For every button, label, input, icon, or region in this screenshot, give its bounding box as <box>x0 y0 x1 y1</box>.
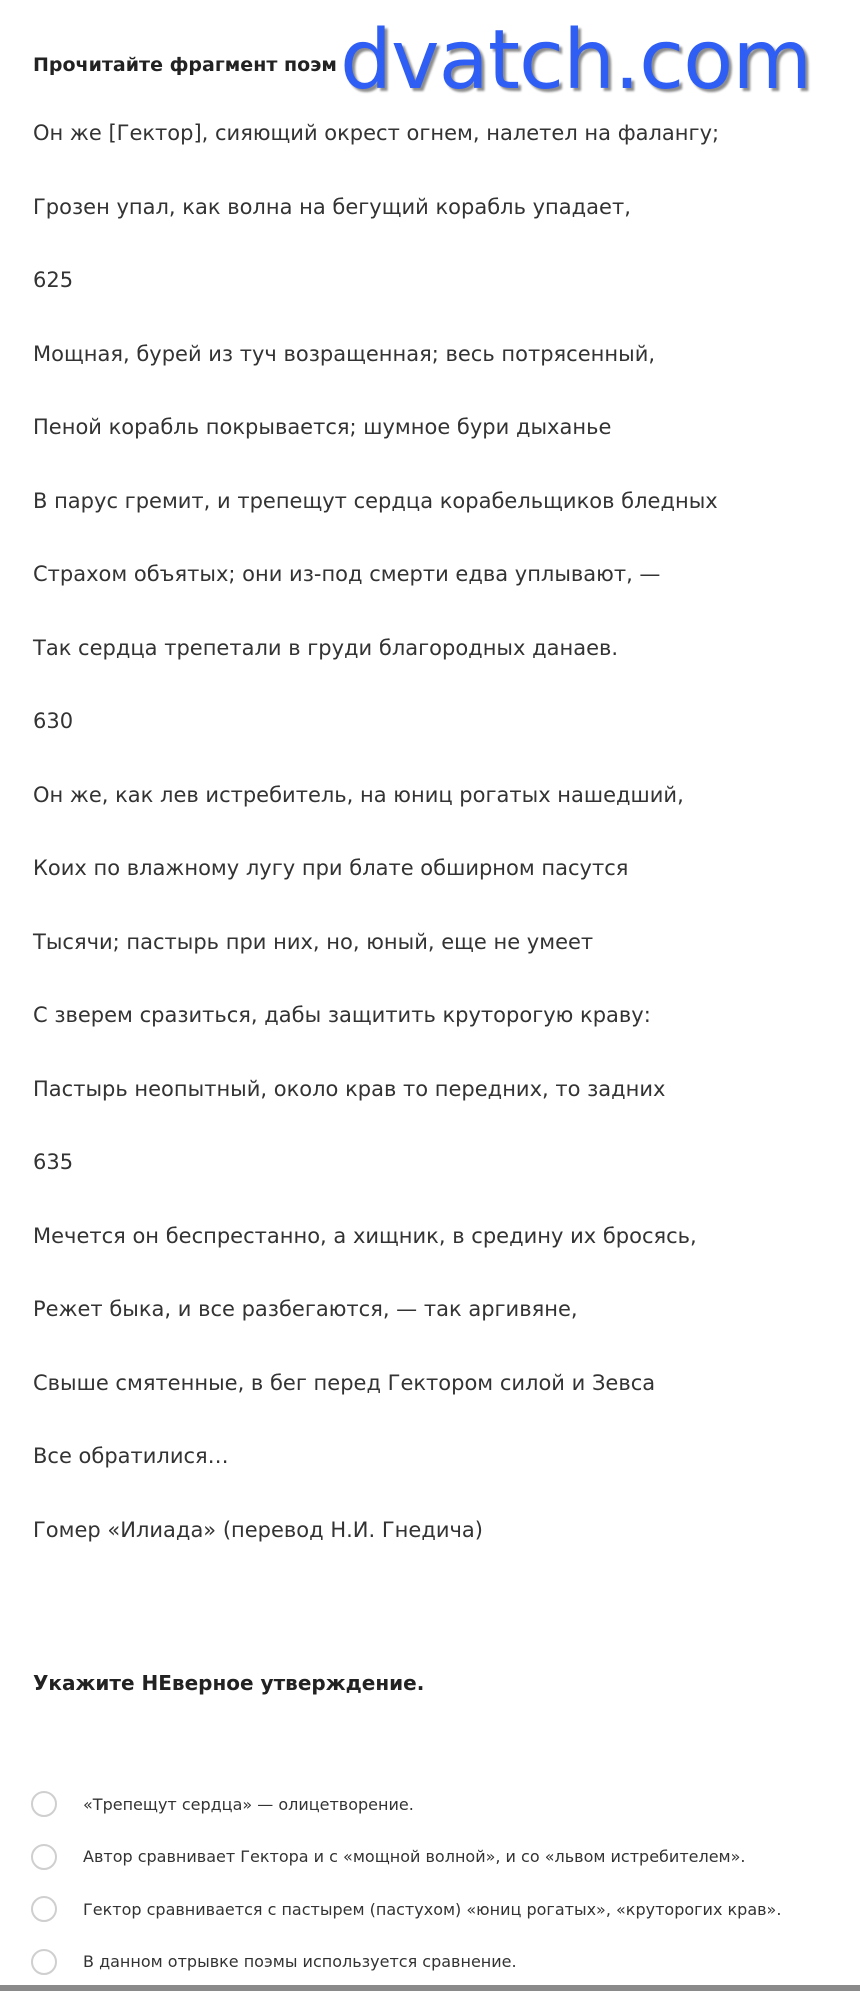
answer-options <box>31 1778 781 1988</box>
poem-line-number: 635 <box>33 1150 74 1174</box>
poem-line: С зверем сразиться, дабы защитить круторогую краву: <box>33 1003 651 1027</box>
poem-line: Режет быка, и все разбегаются, — так аргивяне, <box>33 1297 578 1321</box>
radio-button[interactable] <box>31 1844 57 1870</box>
watermark-logo: dvatch.com <box>340 13 812 108</box>
answer-option-label: Гектор сравнивается с пастырем (пастухом) «юниц рогатых», «круторогих крав». <box>83 1899 782 1919</box>
poem-source: Гомер «Илиада» (перевод Н.И. Гнедича) <box>33 1517 483 1542</box>
poem-line: Он же [Гектор], сияющий окрест огнем, налетел на фалангу; <box>33 121 720 145</box>
poem-line: Тысячи; пастырь при них, но, юный, еще не умеет <box>33 929 594 954</box>
poem-line: Мощная, бурей из туч возращенная; весь потрясенный, <box>33 341 656 366</box>
poem-line: Все обратилися… <box>33 1444 229 1468</box>
poem-line: Пастырь неопытный, около крав то передних, то задних <box>33 1076 666 1101</box>
poem-line: Он же, как лев истребитель, на юниц рогатых нашедший, <box>33 782 684 807</box>
poem-line: Свыше смятенные, в бег перед Гектором силой и Зевса <box>33 1370 656 1395</box>
poem-line: Страхом объятых; они из-под смерти едва уплывают, — <box>33 562 661 586</box>
answer-option-label: Автор сравнивает Гектора и с «мощной волной», и со «львом истребителем». <box>83 1847 746 1867</box>
bottom-divider <box>0 1985 860 1991</box>
poem-line-number: 630 <box>33 709 74 733</box>
answer-option-3[interactable] <box>31 1883 781 1936</box>
poem-line: Так сердца трепетали в груди благородных данаев. <box>33 635 619 660</box>
answer-option-label: «Трепещут сердца» — олицетворение. <box>83 1794 414 1814</box>
poem-line: В парус гремит, и трепещут сердца корабельщиков бледных <box>33 488 718 513</box>
radio-button[interactable] <box>31 1949 57 1975</box>
radio-button[interactable] <box>31 1896 57 1922</box>
poem-line: Коих по влажному лугу при блате обширном пасутся <box>33 856 629 880</box>
answer-option-2[interactable] <box>31 1831 781 1884</box>
task-heading: Прочитайте фрагмент поэм <box>33 54 337 76</box>
poem-line: Грозен упал, как волна на бегущий корабль упадает, <box>33 194 631 219</box>
poem-line: Мечется он беспрестанно, а хищник, в средину их бросясь, <box>33 1223 697 1248</box>
question-prompt: Укажите НЕверное утверждение. <box>33 1671 425 1695</box>
radio-button[interactable] <box>31 1791 57 1817</box>
answer-option-1[interactable] <box>31 1778 781 1831</box>
poem-fragment <box>33 120 719 1590</box>
answer-option-label: В данном отрывке поэмы используется сравнение. <box>83 1952 517 1972</box>
poem-line: Пеной корабль покрывается; шумное бури дыханье <box>33 415 612 439</box>
poem-line-number: 625 <box>33 268 74 292</box>
answer-option-4[interactable] <box>31 1936 781 1989</box>
